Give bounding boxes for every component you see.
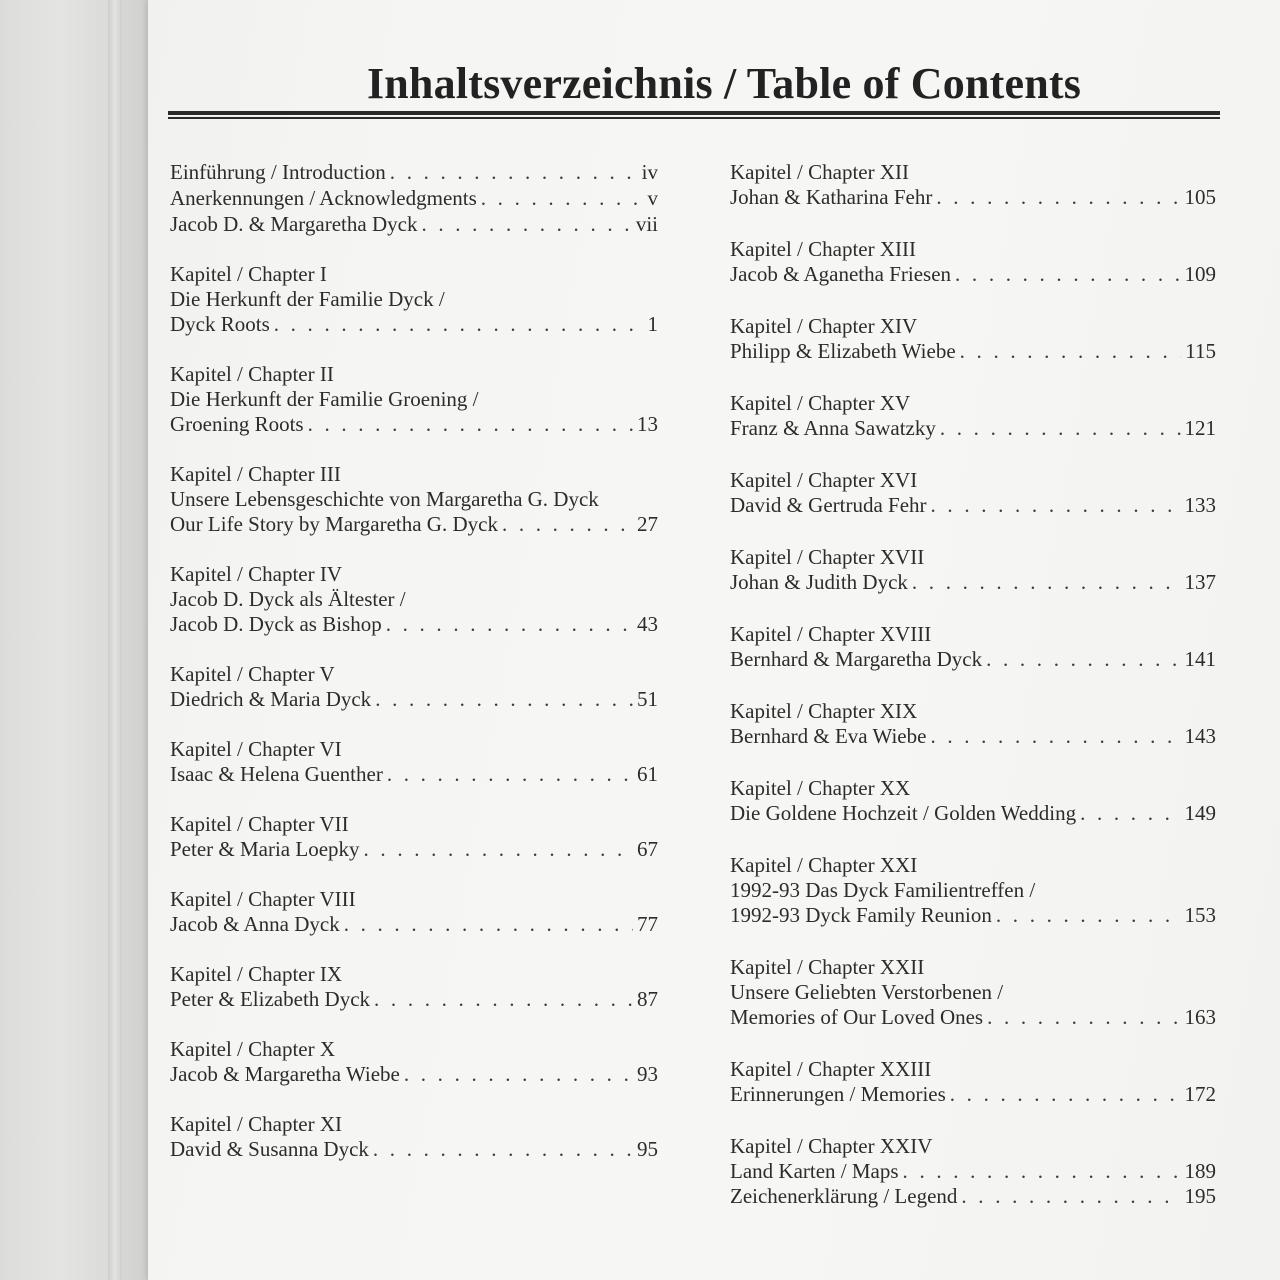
toc-line-text: Peter & Maria Loepky bbox=[170, 837, 360, 861]
dot-leader bbox=[930, 724, 1180, 749]
toc-line-text: Kapitel / Chapter VII bbox=[170, 812, 349, 836]
dot-leader bbox=[373, 1137, 633, 1162]
page-number: 109 bbox=[1184, 262, 1216, 286]
toc-line-text: Kapitel / Chapter I bbox=[170, 262, 327, 286]
toc-line bbox=[730, 776, 1216, 801]
toc-entry bbox=[730, 314, 1216, 364]
dot-leader bbox=[390, 160, 638, 185]
toc-entry bbox=[730, 776, 1216, 826]
toc-line-text: Die Herkunft der Familie Groening / bbox=[170, 387, 479, 411]
toc-entry bbox=[170, 812, 658, 862]
page-number: 137 bbox=[1184, 570, 1216, 594]
toc-line-with-page bbox=[170, 762, 658, 787]
toc-entry bbox=[730, 237, 1216, 287]
toc-entry bbox=[170, 887, 658, 937]
toc-line-with-page bbox=[730, 1005, 1216, 1030]
dot-leader bbox=[404, 1062, 633, 1087]
toc-line-text: Die Goldene Hochzeit / Golden Wedding bbox=[730, 801, 1077, 825]
toc-line-text: Our Life Story by Margaretha G. Dyck bbox=[170, 512, 498, 536]
toc-line-text: Jacob & Margaretha Wiebe bbox=[170, 1062, 400, 1086]
page-number: 105 bbox=[1184, 185, 1216, 209]
toc-line-text: Anerkennungen / Acknowledgments bbox=[170, 186, 477, 210]
dot-leader bbox=[364, 837, 633, 862]
page-number: 153 bbox=[1184, 903, 1216, 927]
toc-line-text: 1992-93 Dyck Family Reunion bbox=[730, 903, 992, 927]
toc-entry bbox=[730, 622, 1216, 672]
toc-line bbox=[730, 160, 1216, 185]
toc-line-text: Zeichenerklärung / Legend bbox=[730, 1184, 958, 1208]
toc-line-with-page bbox=[730, 903, 1216, 928]
toc-entry bbox=[730, 1134, 1216, 1209]
toc-line-text: Johan & Katharina Fehr bbox=[730, 185, 933, 209]
dot-leader bbox=[987, 1005, 1180, 1030]
dot-leader bbox=[481, 186, 644, 211]
toc-line bbox=[170, 562, 658, 587]
toc-line-text: Kapitel / Chapter VIII bbox=[170, 887, 356, 911]
page-number: 189 bbox=[1184, 1159, 1216, 1183]
page-number: 115 bbox=[1185, 339, 1216, 363]
toc-line-with-page bbox=[730, 724, 1216, 749]
toc-line-text: Kapitel / Chapter XX bbox=[730, 776, 911, 800]
toc-right-column bbox=[730, 160, 1216, 1209]
toc-line bbox=[170, 587, 658, 612]
toc-line-text: Kapitel / Chapter XVIII bbox=[730, 622, 932, 646]
toc-line-text: Jacob D. Dyck as Bishop bbox=[170, 612, 382, 636]
toc-line bbox=[170, 362, 658, 387]
toc-line-text: Kapitel / Chapter II bbox=[170, 362, 334, 386]
toc-entry bbox=[170, 362, 658, 437]
toc-line bbox=[170, 662, 658, 687]
toc-line-with-page bbox=[170, 312, 658, 337]
toc-entry bbox=[170, 1112, 658, 1162]
toc-line-with-page bbox=[170, 412, 658, 437]
toc-entry bbox=[170, 212, 658, 237]
toc-line-text: David & Gertruda Fehr bbox=[730, 493, 927, 517]
toc-line bbox=[170, 287, 658, 312]
page-number: 93 bbox=[637, 1062, 658, 1086]
toc-line-with-page bbox=[170, 212, 658, 237]
toc-line-text: Die Herkunft der Familie Dyck / bbox=[170, 287, 445, 311]
toc-entry bbox=[170, 662, 658, 712]
toc-line-text: Kapitel / Chapter XXIII bbox=[730, 1057, 932, 1081]
toc-line-text: Kapitel / Chapter XIII bbox=[730, 237, 917, 261]
toc-line bbox=[730, 622, 1216, 647]
toc-line-with-page bbox=[730, 570, 1216, 595]
toc-entry bbox=[730, 955, 1216, 1030]
toc-line-text: Kapitel / Chapter X bbox=[170, 1037, 336, 1061]
page-number: 195 bbox=[1184, 1184, 1216, 1208]
page-number: 43 bbox=[637, 612, 658, 636]
toc-line-with-page bbox=[170, 160, 658, 185]
page-number: 67 bbox=[637, 837, 658, 861]
page-number: 141 bbox=[1184, 647, 1216, 671]
page-number: 163 bbox=[1184, 1005, 1216, 1029]
toc-left-column bbox=[170, 160, 658, 1162]
toc-line-text: Philipp & Elizabeth Wiebe bbox=[730, 339, 956, 363]
toc-line bbox=[730, 1134, 1216, 1159]
toc-line-text: Dyck Roots bbox=[170, 312, 270, 336]
toc-entry bbox=[170, 462, 658, 537]
toc-entry bbox=[730, 1057, 1216, 1107]
toc-line-text: Jacob & Anna Dyck bbox=[170, 912, 340, 936]
toc-entry bbox=[730, 853, 1216, 928]
toc-entry bbox=[170, 962, 658, 1012]
toc-line-text: Kapitel / Chapter XXIV bbox=[730, 1134, 933, 1158]
page-number: 143 bbox=[1184, 724, 1216, 748]
toc-line-with-page bbox=[170, 1062, 658, 1087]
toc-line-text: Kapitel / Chapter IV bbox=[170, 562, 343, 586]
toc-line-text: Jacob D. Dyck als Ältester / bbox=[170, 587, 406, 611]
page-number: 51 bbox=[637, 687, 658, 711]
toc-line-with-page bbox=[730, 801, 1216, 826]
page-number: 121 bbox=[1184, 416, 1216, 440]
toc-line bbox=[730, 545, 1216, 570]
toc-line-text: David & Susanna Dyck bbox=[170, 1137, 369, 1161]
toc-entry bbox=[730, 699, 1216, 749]
toc-line bbox=[170, 462, 658, 487]
dot-leader bbox=[308, 412, 633, 437]
toc-line-with-page bbox=[170, 687, 658, 712]
toc-line-text: Kapitel / Chapter III bbox=[170, 462, 341, 486]
toc-line-text: Isaac & Helena Guenther bbox=[170, 762, 383, 786]
toc-line-with-page bbox=[170, 987, 658, 1012]
dot-leader bbox=[374, 987, 633, 1012]
book-page bbox=[148, 0, 1280, 1280]
toc-entry bbox=[170, 262, 658, 337]
toc-line-text: Diedrich & Maria Dyck bbox=[170, 687, 372, 711]
toc-entry bbox=[730, 545, 1216, 595]
toc-line bbox=[170, 737, 658, 762]
toc-line-with-page bbox=[730, 339, 1216, 364]
toc-line-text: Jacob & Aganetha Friesen bbox=[730, 262, 952, 286]
toc-line bbox=[170, 887, 658, 912]
dot-leader bbox=[960, 339, 1182, 364]
page-number: 87 bbox=[637, 987, 658, 1011]
toc-line bbox=[730, 314, 1216, 339]
page-number: vii bbox=[635, 212, 658, 236]
toc-line-with-page bbox=[170, 186, 658, 211]
toc-line-text: Kapitel / Chapter XVII bbox=[730, 545, 925, 569]
page-number: 61 bbox=[637, 762, 658, 786]
dot-leader bbox=[986, 647, 1180, 672]
toc-entry bbox=[730, 391, 1216, 441]
toc-line-text: Franz & Anna Sawatzky bbox=[730, 416, 936, 440]
toc-line bbox=[170, 387, 658, 412]
toc-line-with-page bbox=[730, 1159, 1216, 1184]
toc-line-text: Kapitel / Chapter VI bbox=[170, 737, 342, 761]
toc-entry bbox=[730, 160, 1216, 210]
toc-line bbox=[730, 237, 1216, 262]
page-number: 172 bbox=[1184, 1082, 1216, 1106]
toc-line-text: Kapitel / Chapter XV bbox=[730, 391, 911, 415]
toc-line-text: Memories of Our Loved Ones bbox=[730, 1005, 984, 1029]
toc-line bbox=[170, 262, 658, 287]
dot-leader bbox=[903, 1159, 1181, 1184]
page-number: 77 bbox=[637, 912, 658, 936]
toc-line-text: Erinnerungen / Memories bbox=[730, 1082, 946, 1106]
toc-entry bbox=[170, 1037, 658, 1087]
page-title: Inhaltsverzeichnis / Table of Contents bbox=[366, 59, 1082, 108]
toc-line-with-page bbox=[730, 185, 1216, 210]
dot-leader bbox=[936, 185, 1180, 210]
dot-leader bbox=[912, 570, 1181, 595]
toc-line bbox=[170, 812, 658, 837]
toc-line bbox=[730, 878, 1216, 903]
toc-line-text: Bernhard & Margaretha Dyck bbox=[730, 647, 983, 671]
toc-line-with-page bbox=[730, 416, 1216, 441]
toc-line-with-page bbox=[170, 837, 658, 862]
toc-entry bbox=[730, 468, 1216, 518]
toc-line bbox=[170, 1112, 658, 1137]
toc-line bbox=[730, 853, 1216, 878]
page-number: 27 bbox=[637, 512, 658, 536]
toc-line-with-page bbox=[730, 262, 1216, 287]
toc-entry bbox=[170, 737, 658, 787]
toc-line-with-page bbox=[730, 1184, 1216, 1209]
toc-line bbox=[730, 391, 1216, 416]
dot-leader bbox=[421, 212, 631, 237]
toc-line-text: Unsere Geliebten Verstorbenen / bbox=[730, 980, 1004, 1004]
dot-leader bbox=[375, 687, 633, 712]
page-number: iv bbox=[641, 160, 658, 184]
toc-line-text: Land Karten / Maps bbox=[730, 1159, 899, 1183]
toc-line-with-page bbox=[170, 912, 658, 937]
toc-line bbox=[730, 955, 1216, 980]
toc-line-text: Unsere Lebensgeschichte von Margaretha G. Dyck bbox=[170, 487, 599, 511]
toc-line-text: Peter & Elizabeth Dyck bbox=[170, 987, 371, 1011]
toc-line-text: Bernhard & Eva Wiebe bbox=[730, 724, 927, 748]
toc-line-text: Kapitel / Chapter XIV bbox=[730, 314, 918, 338]
book-gutter bbox=[0, 0, 150, 1280]
toc-line-text: Johan & Judith Dyck bbox=[730, 570, 908, 594]
toc-line-text: Groening Roots bbox=[170, 412, 304, 436]
dot-leader bbox=[961, 1184, 1180, 1209]
dot-leader bbox=[996, 903, 1181, 928]
page-number: v bbox=[647, 186, 658, 210]
page-edge-shadow bbox=[108, 0, 122, 1280]
toc-line-text: Kapitel / Chapter XXII bbox=[730, 955, 925, 979]
dot-leader bbox=[940, 416, 1181, 441]
page-number: 149 bbox=[1184, 801, 1216, 825]
toc-entry bbox=[170, 186, 658, 211]
page-number: 13 bbox=[637, 412, 658, 436]
toc-line bbox=[730, 1057, 1216, 1082]
dot-leader bbox=[1080, 801, 1180, 826]
page-number: 95 bbox=[637, 1137, 658, 1161]
dot-leader bbox=[955, 262, 1180, 287]
dot-leader bbox=[950, 1082, 1181, 1107]
dot-leader bbox=[387, 762, 633, 787]
dot-leader bbox=[931, 493, 1181, 518]
dot-leader bbox=[502, 512, 633, 537]
toc-line-with-page bbox=[170, 512, 658, 537]
toc-line-with-page bbox=[730, 647, 1216, 672]
toc-line bbox=[730, 699, 1216, 724]
toc-line-text: Kapitel / Chapter XXI bbox=[730, 853, 918, 877]
page-number: 1 bbox=[647, 312, 658, 336]
toc-line bbox=[730, 980, 1216, 1005]
toc-line-text: Kapitel / Chapter XVI bbox=[730, 468, 918, 492]
toc-entry bbox=[170, 160, 658, 185]
title-rule-thick bbox=[168, 111, 1220, 115]
toc-line-text: 1992-93 Das Dyck Familientreffen / bbox=[730, 878, 1036, 902]
toc-line bbox=[730, 468, 1216, 493]
toc-line-with-page bbox=[730, 493, 1216, 518]
toc-line-text: Jacob D. & Margaretha Dyck bbox=[170, 212, 418, 236]
toc-line-text: Kapitel / Chapter XIX bbox=[730, 699, 918, 723]
toc-line-text: Einführung / Introduction bbox=[170, 160, 386, 184]
page-number: 133 bbox=[1184, 493, 1216, 517]
dot-leader bbox=[386, 612, 633, 637]
toc-line bbox=[170, 487, 658, 512]
toc-line-with-page bbox=[170, 612, 658, 637]
dot-leader bbox=[274, 312, 644, 337]
toc-line bbox=[170, 962, 658, 987]
toc-line-text: Kapitel / Chapter IX bbox=[170, 962, 343, 986]
toc-line-with-page bbox=[170, 1137, 658, 1162]
toc-line-with-page bbox=[730, 1082, 1216, 1107]
toc-line bbox=[170, 1037, 658, 1062]
toc-entry bbox=[170, 562, 658, 637]
toc-line-text: Kapitel / Chapter XII bbox=[730, 160, 910, 184]
toc-line-text: Kapitel / Chapter V bbox=[170, 662, 335, 686]
title-rule-thin bbox=[168, 117, 1220, 119]
dot-leader bbox=[344, 912, 633, 937]
toc-line-text: Kapitel / Chapter XI bbox=[170, 1112, 343, 1136]
